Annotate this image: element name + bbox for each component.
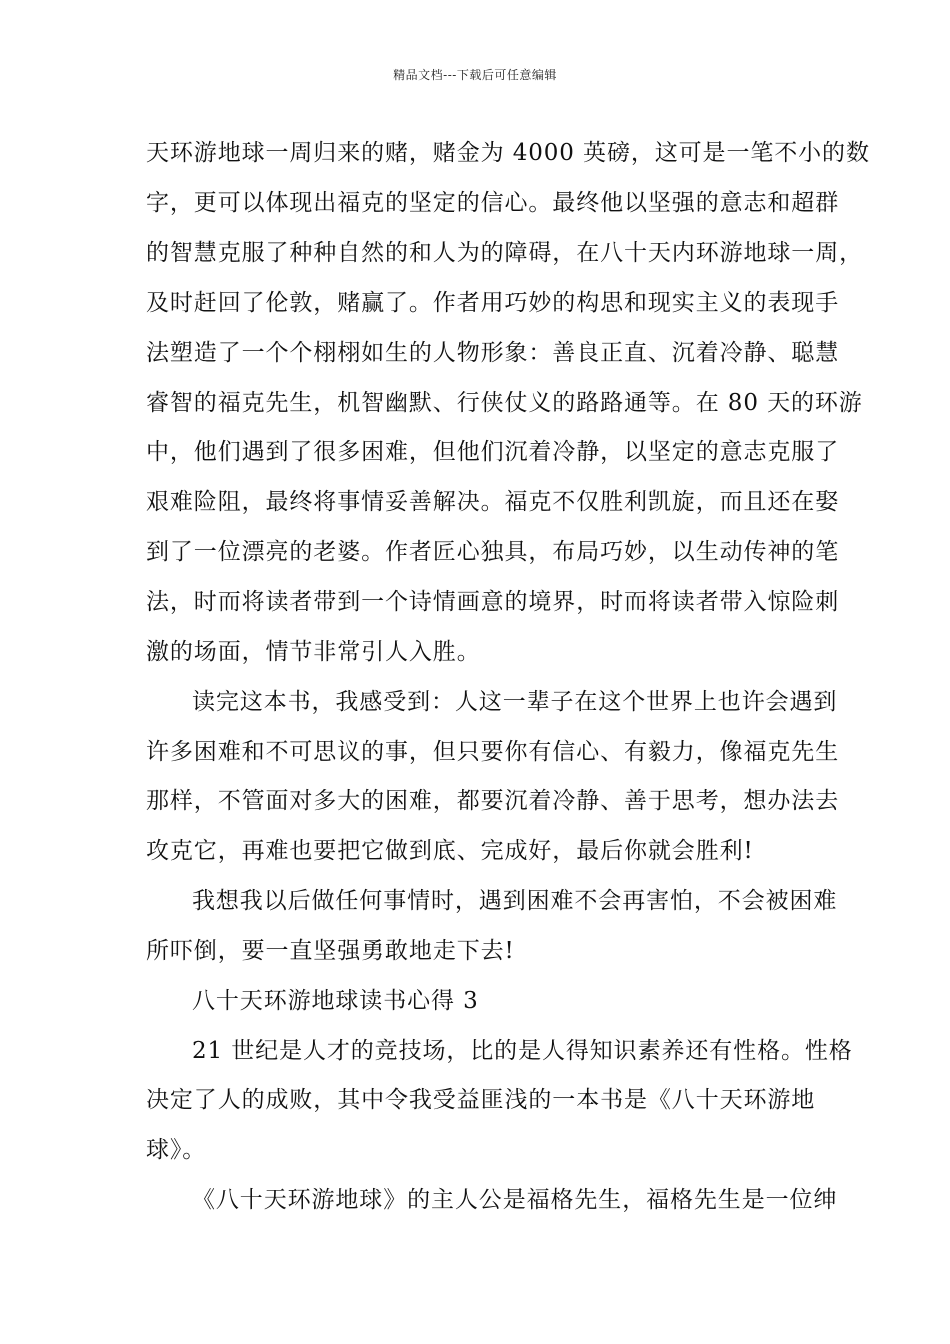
body-line: 球》。	[146, 1137, 207, 1163]
paragraph-start-line: 读完这本书，我感受到：人这一辈子在这个世界上也许会遇到	[192, 689, 838, 715]
section-heading: 八十天环游地球读书心得 3	[192, 988, 479, 1014]
body-line: 许多困难和不可思议的事，但只要你有信心、有毅力，像福克先生	[146, 739, 840, 765]
body-line: 决定了人的成败，其中令我受益匪浅的一本书是《八十天环游地	[146, 1087, 816, 1113]
body-line: 艰难险阻，最终将事情妥善解决。福克不仅胜利凯旋，而且还在娶	[146, 489, 840, 515]
body-line: 天环游地球一周归来的赌，赌金为 4000 英磅，这可是一笔不小的数	[146, 140, 870, 166]
body-line: 所吓倒，要一直坚强勇敢地走下去!	[146, 938, 515, 964]
body-line: 及时赶回了伦敦，赌赢了。作者用巧妙的构思和现实主义的表现手	[146, 290, 840, 316]
paragraph-start-line: 21 世纪是人才的竞技场，比的是人得知识素养还有性格。性格	[192, 1038, 853, 1064]
body-line: 字，更可以体现出福克的坚定的信心。最终他以坚强的意志和超群	[146, 190, 840, 216]
paragraph-start-line: 我想我以后做任何事情时，遇到困难不会再害怕，不会被困难	[192, 888, 838, 914]
page-header: 精品文档---下载后可任意编辑	[393, 68, 557, 82]
body-line: 中，他们遇到了很多困难，但他们沉着冷静，以坚定的意志克服了	[146, 439, 840, 465]
body-line: 的智慧克服了种种自然的和人为的障碍，在八十天内环游地球一周，	[146, 240, 863, 266]
body-line: 法，时而将读者带到一个诗情画意的境界，时而将读者带入惊险刺	[146, 589, 840, 615]
body-line: 到了一位漂亮的老婆。作者匠心独具，布局巧妙，以生动传神的笔	[146, 539, 840, 565]
body-line: 那样，不管面对多大的困难，都要沉着冷静、善于思考，想办法去	[146, 788, 840, 814]
paragraph-start-line: 《八十天环游地球》的主人公是福格先生，福格先生是一位绅	[192, 1187, 838, 1213]
body-line: 攻克它，再难也要把它做到底、完成好，最后你就会胜利!	[146, 838, 754, 864]
body-line: 睿智的福克先生，机智幽默、行侠仗义的路路通等。在 80 天的环游	[146, 390, 863, 416]
body-line: 激的场面，情节非常引人入胜。	[146, 639, 481, 665]
body-line: 法塑造了一个个栩栩如生的人物形象：善良正直、沉着冷静、聪慧	[146, 340, 840, 366]
